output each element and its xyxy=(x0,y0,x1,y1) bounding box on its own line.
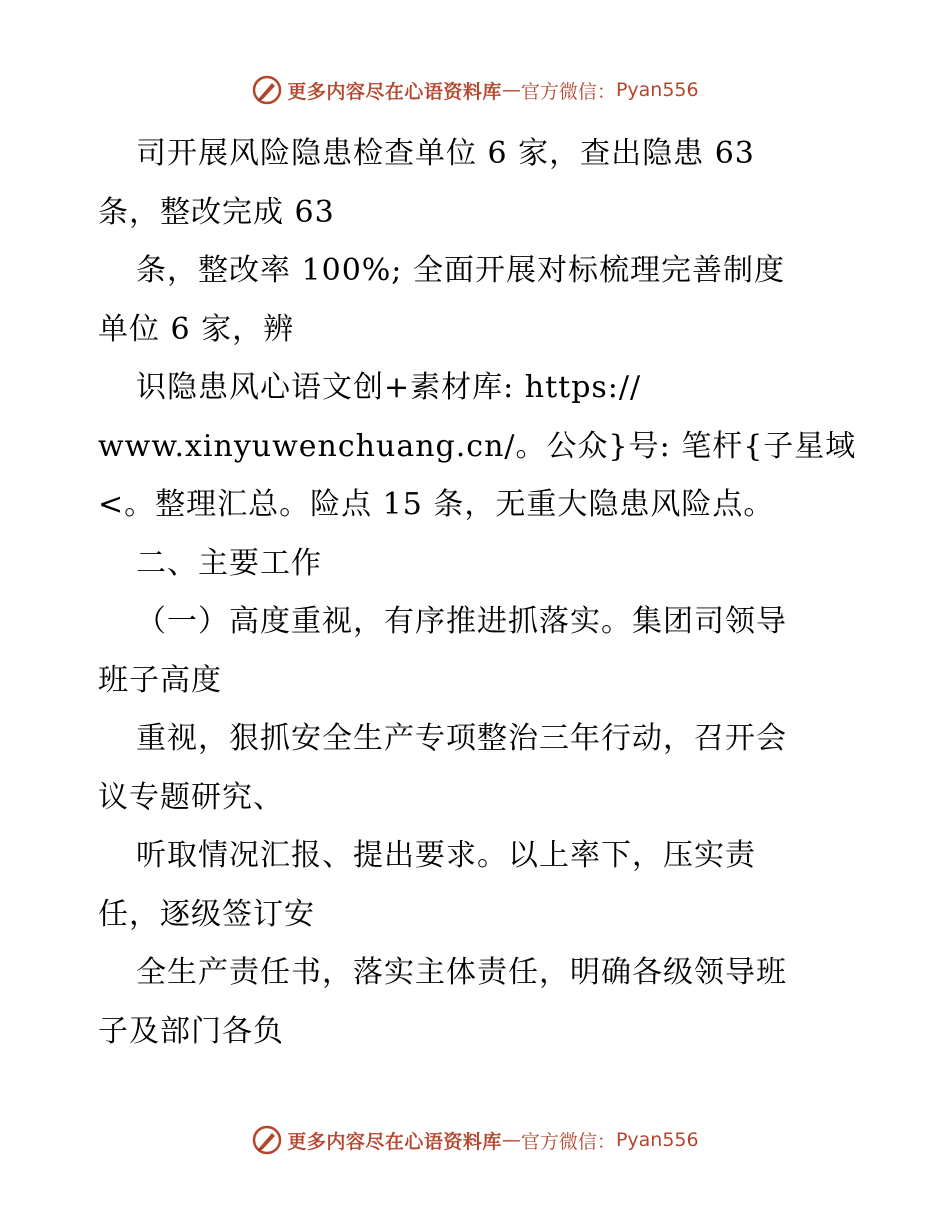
body-line: 听取情况汇报、提出要求。以上率下，压实责 xyxy=(136,838,756,873)
body-line: 条，整改率 100%; 全面开展对标梳理完善制度 xyxy=(136,253,785,288)
document-body xyxy=(98,125,868,1061)
body-line: 单位 6 家，辨 xyxy=(98,311,295,347)
body-line: （一）高度重视，有序推进抓落实。集团司领导 xyxy=(136,604,787,639)
header-watermark xyxy=(0,70,950,110)
watermark-wechat-id: Pyan556 xyxy=(615,79,699,101)
body-line: <。整理汇总。险点 15 条，无重大隐患风险点。 xyxy=(98,487,775,522)
watermark-separator: — xyxy=(501,79,521,101)
pen-logo-icon xyxy=(251,74,283,106)
body-line: www.xinyuwenchuang.cn/。公众}号: 笔杆{子星域 xyxy=(98,428,857,464)
section-heading: 二、主要工作 xyxy=(136,545,322,581)
watermark-brand: 更多内容尽在心语资料库 xyxy=(287,1130,502,1153)
pen-logo-icon xyxy=(251,1124,283,1156)
body-line: 条，整改完成 63 xyxy=(98,194,335,230)
body-line: 重视，狠抓安全生产专项整治三年行动，召开会 xyxy=(136,721,787,756)
body-line: 识隐患风心语文创+素材库: https:// xyxy=(136,370,642,405)
body-line: 班子高度 xyxy=(98,662,222,698)
watermark-separator: — xyxy=(501,1129,521,1151)
footer-watermark xyxy=(0,1120,950,1160)
body-line: 子及部门各负 xyxy=(98,1013,284,1049)
body-line: 议专题研究、 xyxy=(98,779,284,815)
watermark-label: 官方微信： xyxy=(520,80,616,103)
watermark-label: 官方微信： xyxy=(520,1130,616,1153)
body-line: 全生产责任书，落实主体责任，明确各级领导班 xyxy=(136,955,787,990)
body-line: 任，逐级签订安 xyxy=(98,896,315,932)
watermark-brand: 更多内容尽在心语资料库 xyxy=(287,80,502,103)
watermark-wechat-id: Pyan556 xyxy=(615,1129,699,1151)
body-line: 司开展风险隐患检查单位 6 家，查出隐患 63 xyxy=(136,136,755,171)
